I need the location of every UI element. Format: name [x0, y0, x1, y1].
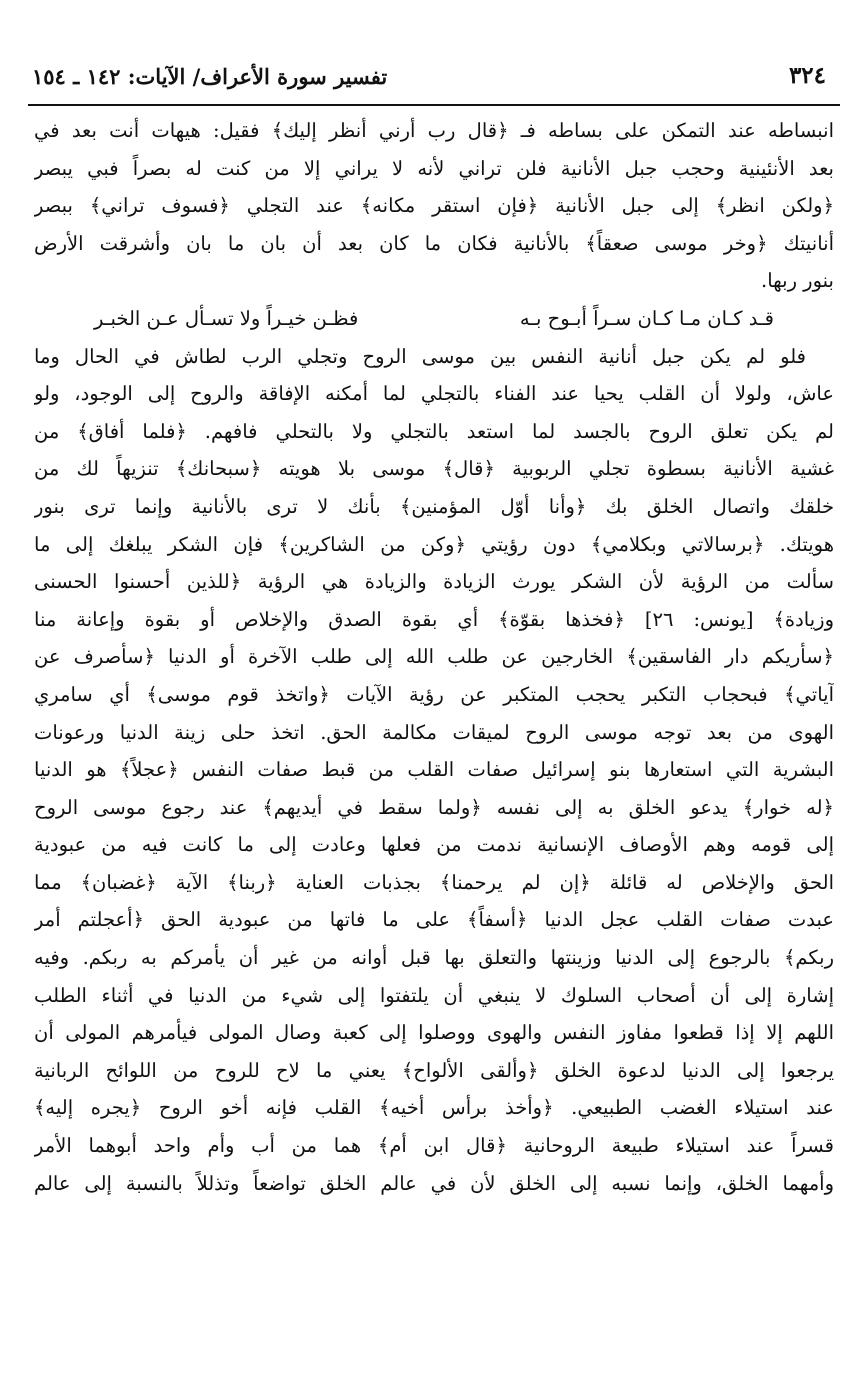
text-line: إشارة إلى أن أصحاب السلوك لا ينبغي أن يلتفتوا إلى شيء من الدنيا في أثناء الطلب [34, 983, 834, 1007]
text-line: انبساطه عند التمكن على بساطه فـ ﴿قال رب أرني أنظر إليك﴾ فقيل: هيهات أنت بعد في [34, 119, 834, 142]
body-text [34, 112, 834, 1202]
text-line: عبدت صفات القلب عجل الدنيا ﴿أسفاً﴾ على ما فاتها من عبودية الحق ﴿أعجلتم أمر [34, 908, 834, 932]
text-line: خلقك واتصال الخلق بك ﴿وأنا أوّل المؤمنين﴾ بأنك لا ترى بالأنانية وإنما ترى بنور [34, 494, 834, 518]
page-header [28, 60, 840, 96]
text-line: قسراً عند استيلاء طبيعة الروحانية ﴿قال ابن أم﴾ هما من أب وأم واحد أبوهما الأمر [34, 1134, 834, 1158]
header-rule [28, 104, 840, 106]
text-line: يرجعوا إلى الدنيا لدعوة الخلق ﴿وألقى الألواح﴾ يعني ما لاح للروح من اللوائح الربانية [34, 1058, 834, 1082]
text-line: البشرية التي استعارها بنو إسرائيل صفات القلب من قبط صفات النفس ﴿عجلاً﴾ هو الدنيا [34, 758, 834, 782]
verse-second-hemistich: فظـن خيـراً ولا تسـأل عـن الخبـر [94, 306, 359, 330]
verse-first-hemistich: قـد كـان مـا كـان سـراً أبـوح بـه [519, 306, 774, 330]
text-line: لم يكن تعلق الروح بالجسد لما استعد بالتجلي ولا بالتحلي فافهم. ﴿فلما أفاق﴾ من [34, 419, 834, 443]
text-line: ﴿له خوار﴾ يدعو الخلق به إلى نفسه ﴿ولما سقط في أيديهم﴾ عند رجوع موسى الروح [34, 795, 834, 819]
text-line: بنور ربها. [761, 269, 834, 293]
text-line: سألت من الرؤية لأن الشكر يورث الزيادة والزيادة هي الرؤية ﴿للذين أحسنوا الحسنى [34, 570, 834, 594]
text-line: بعد الأنئينية وحجب جبل الأنانية فلن تراني لأنه لا يراني إلا من كنت له بصراً فبي يبصر [34, 156, 834, 180]
text-line: غشية الأنانية بسطوة تجلي الربوبية ﴿قال﴾ موسى بلا هويته ﴿سبحانك﴾ تنزيهاً لك من [34, 457, 834, 481]
text-line: عاش، ولولا أن القلب يحيا عند الفناء بالتجلي لما أمكنه الإفاقة والروح إلى الوجود، ولو [34, 382, 834, 406]
text-line: عند استيلاء الغضب الطبيعي. ﴿وأخذ برأس أخيه﴾ القلب فإنه أخو الروح ﴿يجره إليه﴾ [34, 1096, 834, 1120]
text-line: ﴿ولكن انظر﴾ إلى جبل الأنانية ﴿فإن استقر مكانه﴾ عند التجلي ﴿فسوف تراني﴾ ببصر [34, 194, 834, 218]
running-title: تفسير سورة الأعراف/ الآيات: ١٤٢ ـ ١٥٤ [32, 64, 388, 89]
text-line: آياتي﴾ فبحجاب التكبر يحجب المتكبر عن رؤية الآيات ﴿واتخذ قوم موسى﴾ أي سامري [34, 682, 834, 706]
text-line: فلو لم يكن جبل أنانية النفس بين موسى الروح وتجلي الرب لطاش في الحال وما [34, 344, 806, 368]
text-line: الهوى من بعد توجه موسى الروح لميقات مكالمة الحق. اتخذ حلى زينة الدنيا ورعونات [34, 720, 834, 744]
text-line: اللهم إلا إذا قطعوا مفاوز النفس والهوى ووصلوا إلى كعبة وصال المولى فيأمرهم المولى أن [34, 1021, 834, 1045]
text-line: إلى قومه وهم الأوصاف الإنسانية ندمت من فعلها وعادت إلى ما كانت فيه من عبودية [34, 833, 834, 857]
text-line: أنانيتك ﴿وخر موسى صعقاً﴾ بالأنانية فكان ما كان بعد أن بان ما بان وأشرقت الأرض [34, 231, 834, 255]
text-line: هويتك. ﴿برسالاتي وبكلامي﴾ دون رؤيتي ﴿وكن من الشاكرين﴾ فإن الشكر يبلغك إلى ما [34, 532, 834, 556]
text-line: ﴿سأريكم دار الفاسقين﴾ الخارجين عن طلب الله إلى طلب الآخرة أو الدنيا ﴿سأصرف عن [34, 645, 834, 669]
poetry-verse [34, 300, 834, 338]
text-line: وزيادة﴾ [يونس: ٢٦] ﴿فخذها بقوّة﴾ أي بقوة الصدق والإخلاص أو بقوة وإعانة منا [34, 607, 834, 631]
text-line: الحق والإخلاص له قائلة ﴿إن لم يرحمنا﴾ بجذبات العناية ﴿ربنا﴾ الآية ﴿غضبان﴾ مما [34, 870, 834, 894]
text-line: ربكم﴾ بالرجوع إلى الدنيا وزينتها والتعلق بها قبل أوانه من غير أن يأمركم به ربكم. وفيه [34, 946, 834, 970]
text-line: وأمهما الخلق، وإنما نسبه إلى الخلق لأن في عالم الخلق تواضعاً وتذللاً بالنسبة إلى عالم [34, 1171, 834, 1195]
page-number: ٣٢٤ [788, 62, 826, 89]
